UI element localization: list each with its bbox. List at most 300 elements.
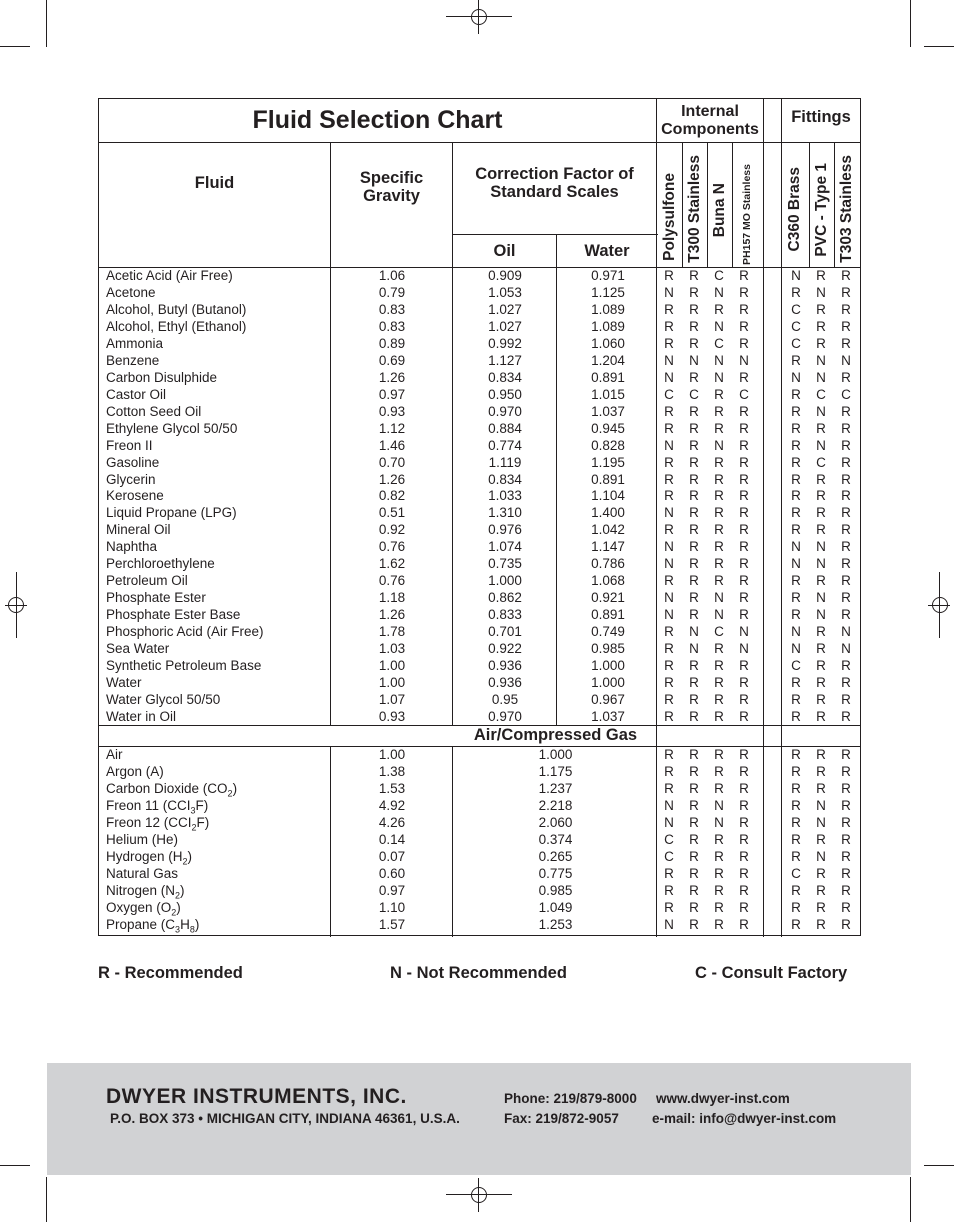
water-factor-value: 1.125 xyxy=(591,284,625,300)
rating-cell: R xyxy=(791,900,801,915)
oil-factor-value: 1.027 xyxy=(488,318,522,334)
rating-cell: R xyxy=(739,573,749,589)
rating-cell: R xyxy=(664,708,674,724)
oil-factor-value: 0.936 xyxy=(488,658,522,674)
specific-gravity-value: 1.46 xyxy=(378,437,406,453)
rating-cell: R xyxy=(816,900,826,915)
water-factor-value: 1.089 xyxy=(591,301,625,317)
rating-cell: R xyxy=(739,675,749,691)
rating-cell: R xyxy=(739,522,749,538)
rating-cell: R xyxy=(664,301,674,317)
water-factor-value: 1.068 xyxy=(591,573,625,589)
rating-cell: R xyxy=(714,386,724,402)
rating-cell: R xyxy=(664,781,674,796)
water-factor-value: 1.400 xyxy=(591,505,625,521)
specific-gravity-value: 0.69 xyxy=(378,352,406,368)
rating-cell: R xyxy=(841,798,851,813)
rating-cell: R xyxy=(791,284,801,300)
rating-cell: R xyxy=(841,747,851,762)
rating-cell: R xyxy=(664,747,674,762)
specific-gravity-value: 0.82 xyxy=(378,488,406,504)
rating-cell: N xyxy=(714,284,724,300)
rating-cell: N xyxy=(689,641,699,657)
rating-cell: R xyxy=(791,708,801,724)
rating-cell: R xyxy=(689,488,699,504)
table-row xyxy=(99,267,860,284)
crop-mark xyxy=(924,1165,954,1166)
rating-cell: R xyxy=(791,488,801,504)
rating-cell: R xyxy=(689,708,699,724)
rating-cell: N xyxy=(791,641,801,657)
rating-cell: R xyxy=(739,883,749,898)
rating-cell: R xyxy=(714,917,724,932)
fluid-name: Sea Water xyxy=(106,641,170,657)
specific-gravity-value: 1.62 xyxy=(378,556,406,572)
rating-cell: R xyxy=(841,335,851,351)
email-link[interactable]: e-mail: info@dwyer-inst.com xyxy=(652,1111,837,1126)
rating-cell: R xyxy=(816,917,826,932)
rating-cell: R xyxy=(816,301,826,317)
address: P.O. BOX 373 • MICHIGAN CITY, INDIANA 46361, U.S.A. xyxy=(110,1111,460,1126)
rating-cell: R xyxy=(791,522,801,538)
rating-cell: N xyxy=(664,815,674,830)
rating-cell: N xyxy=(664,917,674,932)
website-link[interactable]: www.dwyer-inst.com xyxy=(656,1091,790,1106)
rating-cell: R xyxy=(739,607,749,623)
rating-cell: N xyxy=(816,284,826,300)
specific-gravity-value: 0.51 xyxy=(378,505,406,521)
rating-cell: R xyxy=(689,798,699,813)
rating-cell: N xyxy=(714,437,724,453)
rating-cell: R xyxy=(689,692,699,707)
table-row xyxy=(99,899,860,916)
rating-cell: R xyxy=(739,747,749,762)
table-row xyxy=(99,471,860,488)
rating-cell: R xyxy=(791,747,801,762)
rating-cell: R xyxy=(739,403,749,419)
water-factor-value: 1.000 xyxy=(591,675,625,691)
table-row xyxy=(99,504,860,521)
fluid-name: Liquid Propane (LPG) xyxy=(106,505,237,521)
rating-cell: R xyxy=(739,471,749,487)
fluid-name: Water in Oil xyxy=(106,708,177,724)
fluid-name: Naphtha xyxy=(106,539,158,555)
rating-cell: R xyxy=(714,658,724,674)
fluid-name: Glycerin xyxy=(106,471,156,487)
rating-cell: N xyxy=(816,437,826,453)
rating-cell: R xyxy=(689,883,699,898)
rating-cell: C xyxy=(664,386,674,402)
gas-name: Air xyxy=(106,747,123,762)
rating-cell: N xyxy=(664,590,674,606)
gas-name: Argon (A) xyxy=(106,764,164,779)
gas-name: Nitrogen $(N_2)$ xyxy=(106,883,185,901)
rating-cell: R xyxy=(791,454,801,470)
table-row xyxy=(99,814,860,831)
correction-factor-value: 2.060 xyxy=(538,815,573,830)
correction-factor-value: 0.265 xyxy=(538,849,573,864)
rating-cell: N xyxy=(791,624,801,640)
rating-cell: N xyxy=(739,352,749,368)
rating-cell: R xyxy=(689,284,699,300)
rating-cell: R xyxy=(841,505,851,521)
oil-factor-value: 0.976 xyxy=(488,522,522,538)
table-row xyxy=(99,657,860,674)
rating-cell: R xyxy=(816,708,826,724)
water-factor-value: 1.089 xyxy=(591,318,625,334)
fluid-name: Phosphate Ester Base xyxy=(106,607,241,623)
rating-cell: R xyxy=(791,692,801,707)
rating-cell: R xyxy=(841,658,851,674)
oil-factor-value: 1.119 xyxy=(488,454,522,470)
rating-cell: R xyxy=(841,369,851,385)
fluid-name: Alcohol, Butyl (Butanol) xyxy=(106,301,247,317)
rating-cell: R xyxy=(739,764,749,779)
rating-cell: C xyxy=(791,335,801,351)
specific-gravity-value: 1.38 xyxy=(378,764,406,779)
specific-gravity-value: 1.07 xyxy=(378,692,406,707)
rating-cell: C xyxy=(664,849,674,864)
table-row xyxy=(99,916,860,933)
rating-cell: R xyxy=(841,607,851,623)
rating-cell: R xyxy=(791,781,801,796)
fluid-name: Freon II xyxy=(106,437,153,453)
rating-cell: R xyxy=(841,471,851,487)
oil-factor-value: 1.053 xyxy=(488,284,522,300)
rating-cell: R xyxy=(816,641,826,657)
rating-cell: R xyxy=(689,437,699,453)
specific-gravity-value: 1.53 xyxy=(378,781,406,796)
rating-cell: N xyxy=(816,815,826,830)
rating-cell: R xyxy=(791,437,801,453)
water-factor-value: 1.015 xyxy=(591,386,625,402)
oil-factor-value: 0.922 xyxy=(488,641,522,657)
rating-cell: R xyxy=(689,866,699,881)
rating-cell: R xyxy=(739,284,749,300)
rating-cell: C xyxy=(739,386,749,402)
rating-cell: R xyxy=(791,917,801,932)
rating-cell: R xyxy=(816,318,826,334)
rating-cell: R xyxy=(664,573,674,589)
gas-name: Natural Gas xyxy=(106,866,179,881)
rating-cell: R xyxy=(664,866,674,881)
rating-cell: R xyxy=(816,522,826,538)
rating-cell: R xyxy=(664,692,674,707)
specific-gravity-value: 1.26 xyxy=(378,471,406,487)
fluid-name: Acetic Acid (Air Free) xyxy=(106,268,233,283)
rating-cell: R xyxy=(816,420,826,436)
water-factor-value: 0.786 xyxy=(591,556,625,572)
table-row xyxy=(99,420,860,437)
rating-cell: R xyxy=(664,335,674,351)
water-factor-value: 0.985 xyxy=(591,641,625,657)
rating-cell: C xyxy=(816,386,826,402)
crop-mark xyxy=(46,0,47,47)
specific-gravity-value: 1.00 xyxy=(378,747,406,762)
rating-cell: N xyxy=(714,815,724,830)
rating-cell: R xyxy=(714,488,724,504)
rating-cell: R xyxy=(816,505,826,521)
crop-mark xyxy=(910,0,911,47)
rating-cell: R xyxy=(841,573,851,589)
rating-cell: R xyxy=(689,301,699,317)
fluid-name: Benzene xyxy=(106,352,160,368)
water-factor-value: 0.891 xyxy=(591,471,625,487)
rating-cell: N xyxy=(816,590,826,606)
rating-cell: R xyxy=(841,454,851,470)
gas-name: Freon 11 $(CCI_3F)$ xyxy=(106,798,209,816)
rating-cell: R xyxy=(739,798,749,813)
rating-cell: R xyxy=(791,352,801,368)
registration-mark xyxy=(932,597,948,613)
specific-gravity-value: 0.79 xyxy=(378,284,406,300)
rating-cell: R xyxy=(791,798,801,813)
rating-cell: N xyxy=(714,607,724,623)
fluid-name: Carbon Disulphide xyxy=(106,369,218,385)
rating-cell: C xyxy=(791,866,801,881)
fluid-name: Castor Oil xyxy=(106,386,167,402)
oil-factor-value: 1.000 xyxy=(488,573,522,589)
rating-cell: C xyxy=(714,335,724,351)
rating-cell: R xyxy=(689,420,699,436)
rating-cell: C xyxy=(664,832,674,847)
rating-cell: R xyxy=(739,556,749,572)
fluid-name: Acetone xyxy=(106,284,156,300)
rating-cell: R xyxy=(689,849,699,864)
table-row xyxy=(99,780,860,797)
registration-mark xyxy=(8,597,24,613)
rating-cell: R xyxy=(816,692,826,707)
crop-mark xyxy=(0,1165,30,1166)
water-factor-value: 1.060 xyxy=(591,335,625,351)
fluid-name: Gasoline xyxy=(106,454,160,470)
rating-cell: R xyxy=(791,505,801,521)
rating-cell: R xyxy=(714,900,724,915)
rating-cell: R xyxy=(841,522,851,538)
correction-factor-value: 1.049 xyxy=(538,900,573,915)
rating-cell: R xyxy=(689,607,699,623)
specific-gravity-value: 0.83 xyxy=(378,318,406,334)
crop-mark xyxy=(46,1177,47,1222)
rating-cell: R xyxy=(689,318,699,334)
crop-mark xyxy=(910,1177,911,1222)
rating-cell: R xyxy=(714,556,724,572)
rating-cell: R xyxy=(791,590,801,606)
pvc-type-1-header: PVC - Type 1 xyxy=(813,163,830,257)
rating-cell: C xyxy=(689,386,699,402)
fluid-name: Ethylene Glycol 50/50 xyxy=(106,420,238,436)
fluid-name: Water Glycol 50/50 xyxy=(106,692,221,707)
internal-components-header: Internal Components xyxy=(661,102,759,138)
rating-cell: R xyxy=(739,590,749,606)
rating-cell: N xyxy=(791,556,801,572)
table-row xyxy=(99,352,860,369)
legend-consult-factory: C - Consult Factory xyxy=(695,964,848,982)
registration-mark xyxy=(471,9,487,25)
rating-cell: R xyxy=(714,781,724,796)
table-row xyxy=(99,589,860,606)
gas-name: Freon 12 $(CCI_2F)$ xyxy=(106,815,210,833)
rating-cell: R xyxy=(689,781,699,796)
water-factor-value: 0.971 xyxy=(591,268,625,283)
rating-cell: R xyxy=(791,832,801,847)
oil-factor-value: 0.970 xyxy=(488,708,522,724)
rating-cell: R xyxy=(841,420,851,436)
water-factor-value: 0.967 xyxy=(591,692,625,707)
rating-cell: R xyxy=(664,488,674,504)
rating-cell: R xyxy=(841,590,851,606)
rating-cell: R xyxy=(791,420,801,436)
rating-cell: R xyxy=(816,624,826,640)
rating-cell: R xyxy=(841,708,851,724)
oil-factor-value: 0.950 xyxy=(488,386,522,402)
rating-cell: N xyxy=(791,369,801,385)
correction-factor-value: 2.218 xyxy=(538,798,573,813)
rating-cell: C xyxy=(714,624,724,640)
rating-cell: R xyxy=(841,692,851,707)
rating-cell: C xyxy=(791,301,801,317)
specific-gravity-value: 0.60 xyxy=(378,866,406,881)
rating-cell: R xyxy=(714,641,724,657)
table-row xyxy=(99,572,860,589)
rating-cell: R xyxy=(816,781,826,796)
rating-cell: R xyxy=(841,849,851,864)
rating-cell: R xyxy=(714,708,724,724)
correction-factor-value: 1.253 xyxy=(538,917,573,932)
rating-cell: R xyxy=(714,539,724,555)
specific-gravity-value: 0.76 xyxy=(378,539,406,555)
rating-cell: R xyxy=(714,454,724,470)
correction-factor-value: 0.985 xyxy=(538,883,573,898)
rating-cell: R xyxy=(689,917,699,932)
correction-factor-header: Correction Factor of Standard Scales xyxy=(475,165,634,201)
rating-cell: C xyxy=(714,268,724,283)
table-row xyxy=(99,674,860,691)
rating-cell: N xyxy=(816,849,826,864)
table-row xyxy=(99,369,860,386)
rating-cell: R xyxy=(714,764,724,779)
rating-cell: R xyxy=(664,641,674,657)
rating-cell: N xyxy=(841,641,851,657)
rating-cell: R xyxy=(689,454,699,470)
water-factor-value: 1.037 xyxy=(591,708,625,724)
rating-cell: R xyxy=(841,900,851,915)
rating-cell: R xyxy=(689,832,699,847)
fluid-name: Ammonia xyxy=(106,335,164,351)
water-factor-value: 1.195 xyxy=(591,454,625,470)
rating-cell: R xyxy=(689,539,699,555)
rating-cell: N xyxy=(816,369,826,385)
rating-cell: R xyxy=(739,900,749,915)
rating-cell: R xyxy=(689,573,699,589)
specific-gravity-value: 1.18 xyxy=(378,590,406,606)
rating-cell: R xyxy=(714,747,724,762)
rating-cell: R xyxy=(816,573,826,589)
oil-factor-value: 0.833 xyxy=(488,607,522,623)
table-row xyxy=(99,797,860,814)
table-row xyxy=(99,708,860,725)
rating-cell: R xyxy=(664,624,674,640)
rating-cell: R xyxy=(841,539,851,555)
table-row xyxy=(99,301,860,318)
rating-cell: R xyxy=(739,658,749,674)
rating-cell: R xyxy=(664,454,674,470)
table-row xyxy=(99,746,860,763)
rating-cell: R xyxy=(791,607,801,623)
rating-cell: N xyxy=(714,590,724,606)
rating-cell: R xyxy=(841,488,851,504)
fluid-name: Phosphoric Acid (Air Free) xyxy=(106,624,264,640)
rating-cell: N xyxy=(664,607,674,623)
rating-cell: R xyxy=(714,675,724,691)
rating-cell: R xyxy=(714,420,724,436)
rating-cell: R xyxy=(689,505,699,521)
water-factor-value: 1.104 xyxy=(591,488,625,504)
rating-cell: N xyxy=(791,268,801,283)
footer xyxy=(47,1063,911,1175)
table-row xyxy=(99,437,860,454)
fluid-name: Alcohol, Ethyl (Ethanol) xyxy=(106,318,247,334)
rating-cell: R xyxy=(791,764,801,779)
specific-gravity-value: 0.76 xyxy=(378,573,406,589)
oil-factor-value: 0.992 xyxy=(488,335,522,351)
oil-factor-value: 0.774 xyxy=(488,437,522,453)
rating-cell: R xyxy=(714,883,724,898)
t303-stainless-header: T303 Stainless xyxy=(838,155,855,263)
specific-gravity-value: 4.26 xyxy=(378,815,406,830)
oil-factor-value: 1.033 xyxy=(488,488,522,504)
water-factor-value: 1.037 xyxy=(591,403,625,419)
table-row xyxy=(99,882,860,899)
correction-factor-value: 0.775 xyxy=(538,866,573,881)
rating-cell: C xyxy=(791,658,801,674)
table-row xyxy=(99,691,860,708)
oil-factor-value: 0.884 xyxy=(488,420,522,436)
rating-cell: R xyxy=(841,437,851,453)
water-factor-value: 0.891 xyxy=(591,607,625,623)
table-row xyxy=(99,865,860,882)
rating-cell: R xyxy=(739,505,749,521)
polysulfone-header: Polysulfone xyxy=(661,173,678,261)
specific-gravity-value: 0.93 xyxy=(378,708,406,724)
oil-factor-value: 0.834 xyxy=(488,471,522,487)
specific-gravity-value: 1.03 xyxy=(378,641,406,657)
water-factor-value: 1.147 xyxy=(591,539,625,555)
table-row xyxy=(99,521,860,538)
rating-cell: N xyxy=(714,798,724,813)
rating-cell: C xyxy=(816,454,826,470)
water-factor-value: 1.042 xyxy=(591,522,625,538)
rating-cell: R xyxy=(816,883,826,898)
rating-cell: R xyxy=(739,318,749,334)
rating-cell: N xyxy=(664,539,674,555)
rating-cell: R xyxy=(689,403,699,419)
rating-cell: R xyxy=(791,386,801,402)
rating-cell: R xyxy=(791,403,801,419)
gas-name: Propane $(C_3H_8)$ xyxy=(106,917,200,935)
specific-gravity-value: 0.97 xyxy=(378,386,406,402)
registration-mark xyxy=(471,1187,487,1203)
rating-cell: R xyxy=(739,781,749,796)
rating-cell: R xyxy=(664,471,674,487)
rating-cell: R xyxy=(664,883,674,898)
rating-cell: R xyxy=(791,883,801,898)
legend-not-recommended: N - Not Recommended xyxy=(390,964,567,982)
rating-cell: R xyxy=(841,917,851,932)
rating-cell: R xyxy=(841,403,851,419)
rating-cell: R xyxy=(739,437,749,453)
rating-cell: R xyxy=(816,488,826,504)
